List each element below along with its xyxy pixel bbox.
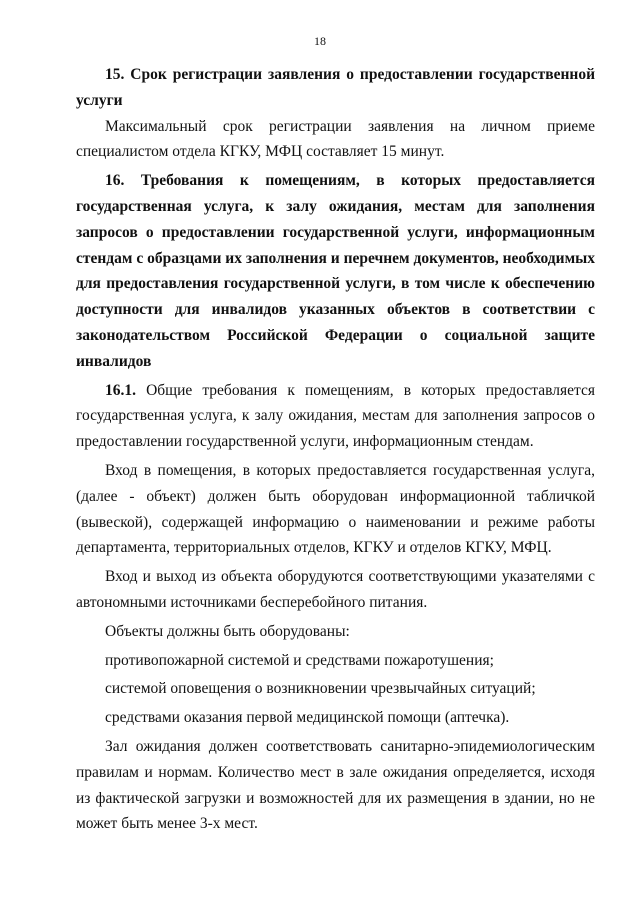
paragraph-entrance-exit-signs: Вход и выход из объекта оборудуются соответствующими указателями с автономными источниками бесперебойного питания.: [76, 568, 595, 611]
section-16-heading: 16. Требования к помещениям, в которых предоставляется государственная услуга, к залу ожидания, местам для заполнения запросов о предоставлении государственной услуги, информационным стендам с образцами их заполнения и перечнем документов, необходимых для предоставления государственной услуги, в том числе к обеспечению доступности для инвалидов указанных объектов в соответствии с законодательством Российской Федерации о социальной защите инвалидов: [76, 172, 595, 370]
page-number: 18: [314, 34, 326, 48]
section-15-heading: 15. Срок регистрации заявления о предоставлении государственной услуги: [76, 66, 595, 109]
section-16-1-paragraph: [76, 378, 595, 455]
section-16-1-text: Общие требования к помещениям, в которых предоставляется государственная услуга, к залу ожидания, местам для заполнения запросов о предоставлении государственной услуги, информационным стендам.: [76, 381, 595, 451]
section-15-body: Максимальный срок регистрации заявления на личном приеме специалистом отдела КГКУ, МФЦ составляет 15 минут.: [76, 117, 595, 161]
paragraph-equipment-intro: Объекты должны быть оборудованы:: [105, 622, 350, 640]
section-16-1-number: 16.1.: [105, 381, 136, 399]
page-content: [76, 62, 595, 837]
list-item-fire-system: противопожарной системой и средствами пожаротушения;: [105, 651, 494, 669]
paragraph-waiting-room: Зал ожидания должен соответствовать санитарно-эпидемиологическим правилам и нормам. Количество мест в зале ожидания определяется, исходя из фактической загрузки и возможностей для их размещения в здании, но не может быть менее 3-х мест.: [76, 737, 595, 833]
list-item-alert-system: системой оповещения о возникновении чрезвычайных ситуаций;: [105, 680, 536, 698]
list-item-first-aid: средствами оказания первой медицинской помощи (аптечка).: [105, 709, 510, 727]
paragraph-entrance-sign: Вход в помещения, в которых предоставляется государственная услуга, (далее - объект) должен быть оборудован информационной табличкой (вывеской), содержащей информацию о наименовании и режиме работы департамента, территориальных отделов, КГКУ и отделов КГКУ, МФЦ.: [76, 461, 595, 557]
